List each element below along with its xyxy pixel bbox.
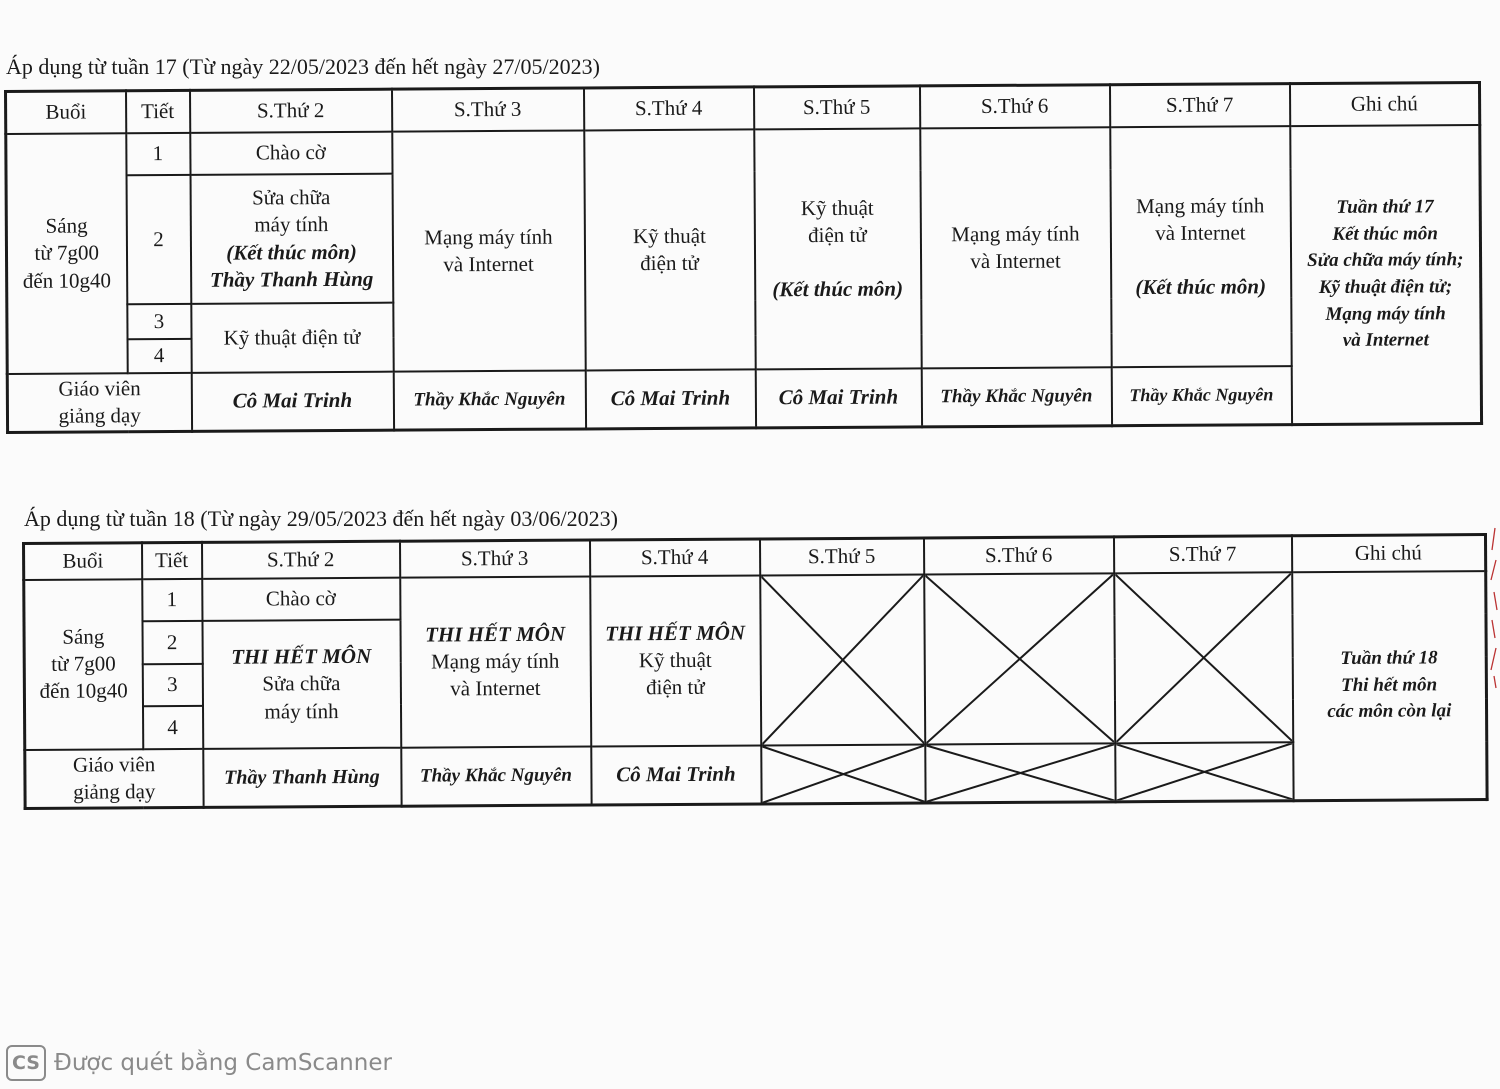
camscanner-logo-icon: CS [6, 1045, 46, 1081]
note-line: Tuần thứ 17 [1336, 196, 1434, 219]
note-line: Kỹ thuật điện tử; [1318, 276, 1453, 298]
cross-out-mark [925, 574, 1114, 743]
teacher-label-line: giảng dạy [58, 403, 141, 428]
header-wed: S.Thứ 4 [583, 87, 753, 130]
lesson-teacher: Thầy Thanh Hùng [209, 266, 374, 292]
note-line: Tuần thứ 18 [1340, 647, 1438, 670]
session-line: Sáng [62, 624, 105, 649]
session-line: từ 7g00 [51, 651, 116, 677]
week17-schedule-table [4, 81, 1483, 434]
header-fri: S.Thứ 6 [923, 537, 1113, 575]
cross-out-mark [926, 744, 1114, 801]
mon-period34: Kỹ thuật điện tử [191, 303, 393, 373]
header-note: Ghi chú [1289, 82, 1479, 126]
fri-lesson [920, 127, 1111, 368]
exam-tag: THI HẾT MÔN [231, 643, 372, 669]
exam-tag: THI HẾT MÔN [604, 620, 746, 646]
teacher-tue: Thầy Khắc Nguyên [401, 746, 591, 806]
cross-out-mark [1116, 743, 1292, 800]
period-number: 3 [142, 664, 202, 707]
period-number: 4 [127, 339, 191, 374]
header-thu: S.Thứ 5 [759, 538, 923, 575]
teacher-label [7, 373, 191, 433]
cross-out-mark [762, 745, 924, 802]
wed-lesson [584, 129, 755, 370]
tue-exam [400, 576, 591, 747]
lesson-end-tag: (Kết thúc môn) [772, 276, 904, 301]
teacher-mon: Thầy Thanh Hùng [203, 747, 401, 807]
note-line: Thi hết môn [1341, 674, 1438, 696]
lesson-end-tag: (Kết thúc môn) [226, 239, 357, 265]
mon-period1: Chào cờ [190, 131, 392, 175]
header-tiet: Tiết [142, 542, 202, 579]
teacher-wed: Cô Mai Trinh [591, 745, 761, 805]
week18-caption: Áp dụng từ tuần 18 (Từ ngày 29/05/2023 đến hết ngày 03/06/2023) [24, 506, 618, 531]
note-line: Mạng máy tính [1325, 302, 1446, 325]
teacher-row [7, 365, 1481, 433]
period-number: 4 [143, 706, 203, 749]
exam-tag: THI HẾT MÔN [424, 621, 566, 647]
period-number: 2 [142, 621, 202, 664]
mon-exam [202, 620, 401, 749]
header-note: Ghi chú [1291, 535, 1485, 573]
period-number: 1 [142, 579, 202, 622]
lesson-line: Mạng máy tính [951, 221, 1080, 246]
lesson-line: điện tử [808, 222, 867, 248]
note-cell [1292, 571, 1487, 801]
session-line: Sáng [45, 213, 88, 238]
lesson-line: Kỹ thuật [800, 195, 874, 221]
lesson-line: và Internet [443, 251, 534, 277]
cross-out-mark [1115, 573, 1292, 742]
header-sat: S.Thứ 7 [1113, 536, 1291, 573]
session-cell [24, 579, 143, 750]
teacher-label-line: Giáo viên [58, 375, 141, 401]
cross-out-mark [761, 575, 924, 744]
thu-empty-cell [761, 744, 925, 804]
note-line: và Internet [1342, 329, 1429, 351]
sat-lesson [1110, 126, 1291, 367]
period-number: 1 [126, 133, 190, 176]
session-line: từ 7g00 [34, 240, 100, 266]
thu-lesson [754, 128, 921, 369]
header-buoi: Buổi [6, 91, 126, 134]
teacher-mon: Cô Mai Trinh [191, 372, 393, 432]
header-buoi: Buổi [24, 543, 142, 580]
mon-period1: Chào cờ [202, 578, 400, 622]
week18-schedule-table [22, 533, 1489, 810]
lesson-line: máy tính [264, 698, 339, 724]
lesson-line: Mạng máy tính [1135, 193, 1265, 219]
thu-empty-cell [760, 574, 925, 745]
header-tiet: Tiết [126, 90, 190, 133]
lesson-line: Mạng máy tính [424, 224, 553, 250]
note-line: Kết thúc môn [1332, 222, 1438, 245]
session-line: đến 10g40 [22, 267, 112, 293]
lesson-line: Mạng máy tính [430, 648, 560, 674]
mon-period2 [190, 174, 393, 304]
header-mon: S.Thứ 2 [202, 541, 400, 579]
camscanner-label: Được quét bằng CamScanner [54, 1050, 392, 1076]
header-thu: S.Thứ 5 [753, 86, 919, 129]
sat-empty-cell [1115, 742, 1293, 802]
teacher-sat: Thầy Khắc Nguyên [1111, 366, 1291, 426]
sat-empty-cell [1114, 572, 1293, 743]
period-number: 3 [127, 304, 191, 339]
teacher-row [25, 741, 1487, 809]
period-number: 2 [126, 175, 191, 305]
lesson-line: máy tính [254, 212, 329, 237]
lesson-line: Kỹ thuật [638, 647, 712, 673]
teacher-label [25, 749, 203, 809]
teacher-tue: Thầy Khắc Nguyên [393, 370, 585, 430]
fri-empty-cell [924, 573, 1115, 744]
wed-exam [590, 575, 761, 746]
lesson-line: điện tử [640, 250, 699, 276]
lesson-end-tag: (Kết thúc môn) [1135, 273, 1267, 299]
header-tue: S.Thứ 3 [392, 88, 584, 132]
teacher-fri: Thầy Khắc Nguyên [921, 367, 1111, 427]
header-tue: S.Thứ 3 [400, 540, 590, 578]
lesson-line: điện tử [646, 675, 705, 700]
teacher-wed: Cô Mai Trinh [585, 369, 755, 429]
teacher-thu: Cô Mai Trinh [755, 368, 921, 428]
header-wed: S.Thứ 4 [589, 539, 759, 576]
header-mon: S.Thứ 2 [190, 89, 392, 133]
lesson-line: Kỹ thuật [632, 223, 706, 248]
session-line: đến 10g40 [39, 678, 128, 704]
camscanner-footer [6, 1043, 392, 1083]
session-cell [6, 133, 127, 374]
note-line: Sửa chữa máy tính; [1307, 249, 1464, 272]
header-sat: S.Thứ 7 [1109, 84, 1289, 127]
note-line: các môn còn lại [1327, 700, 1452, 723]
lesson-line: và Internet [1155, 220, 1246, 246]
teacher-label-line: Giáo viên [72, 751, 156, 777]
lesson-line: Sửa chữa [252, 185, 331, 210]
week17-caption: Áp dụng từ tuần 17 (Từ ngày 22/05/2023 đến hết ngày 27/05/2023) [6, 54, 600, 79]
fri-empty-cell [925, 743, 1115, 803]
lesson-line: và Internet [450, 676, 541, 701]
teacher-label-line: giảng dạy [73, 779, 156, 804]
tue-lesson [392, 130, 585, 371]
note-cell [1290, 125, 1482, 425]
lesson-line: và Internet [970, 248, 1061, 273]
header-fri: S.Thứ 6 [919, 85, 1109, 129]
lesson-line: Sửa chữa [262, 671, 341, 696]
scan-edge-mark [1486, 520, 1500, 690]
